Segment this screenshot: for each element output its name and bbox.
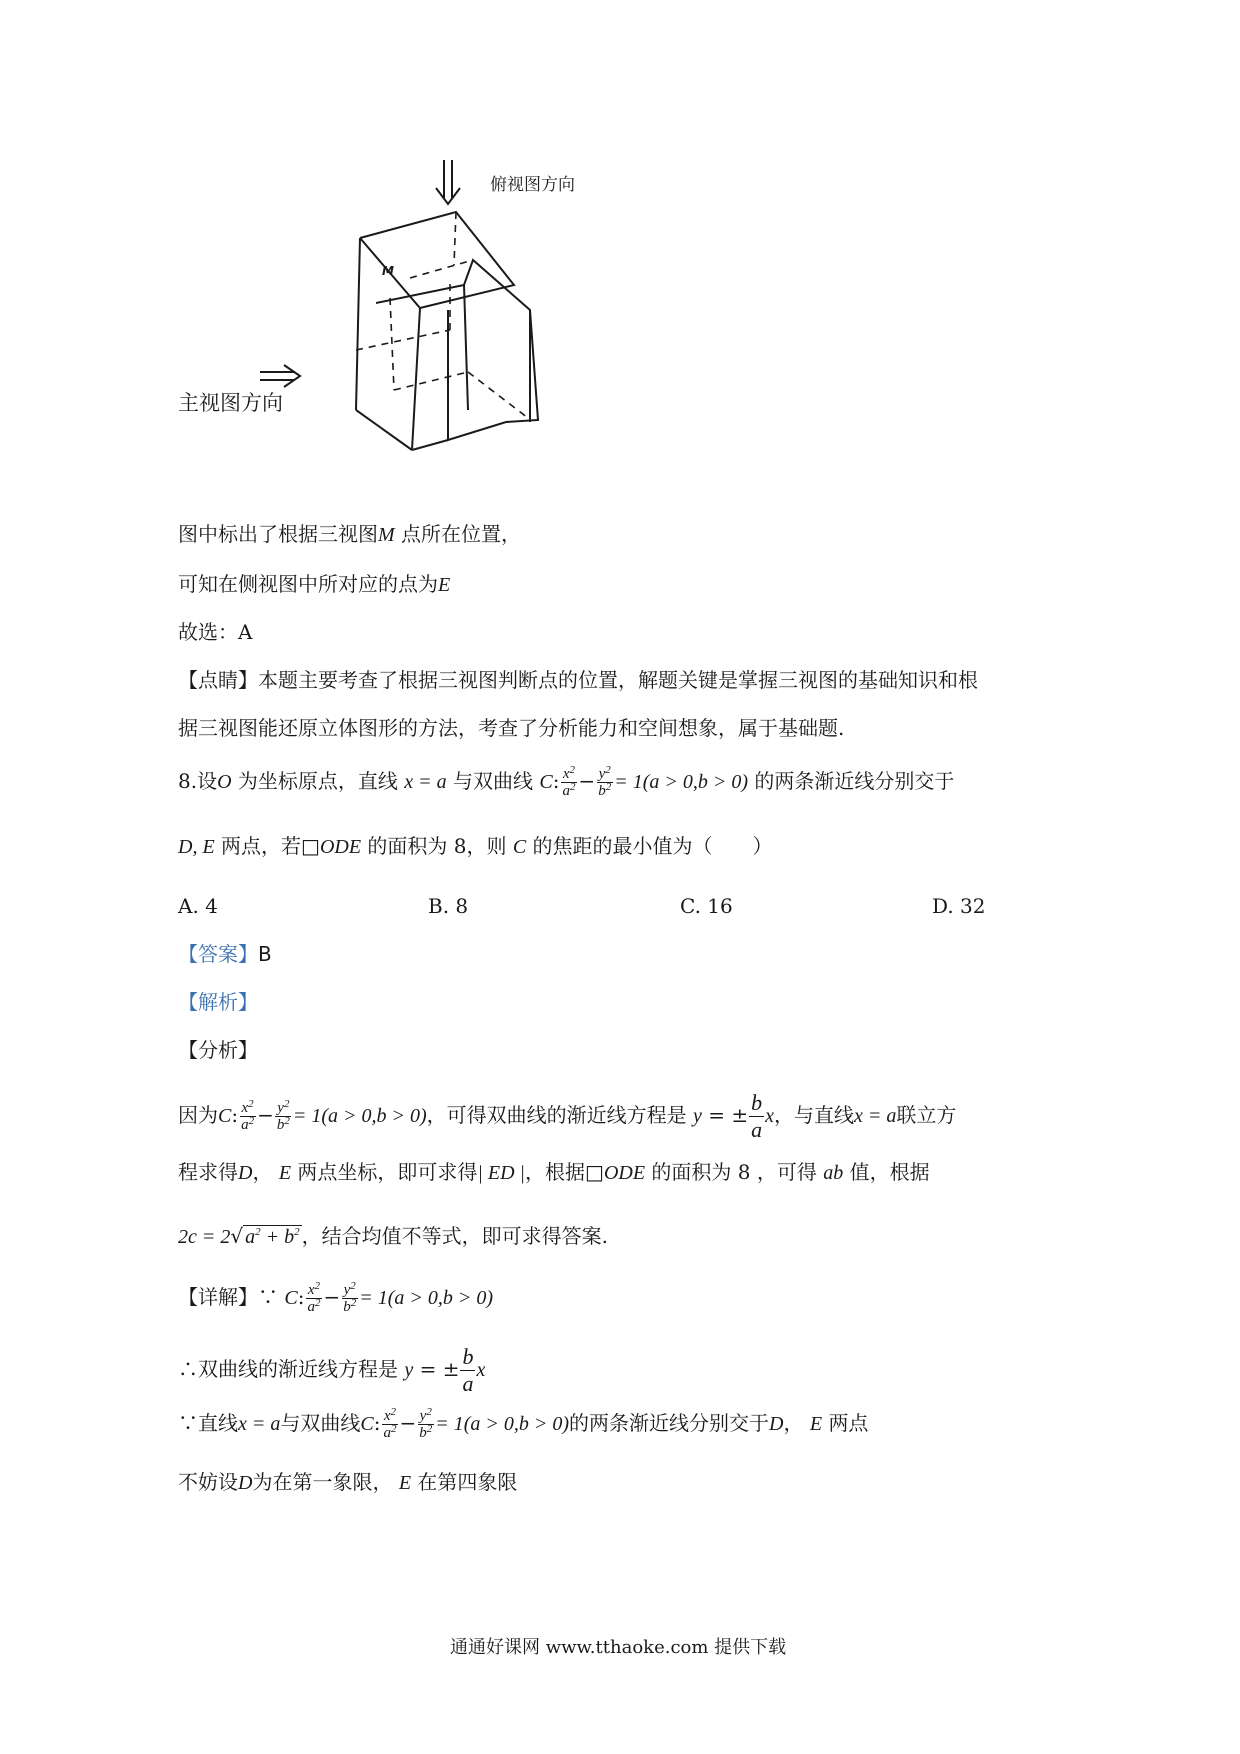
comment-line-1: 【点睛】本题主要考查了根据三视图判断点的位置，解题关键是掌握三视图的基础知识和根 <box>178 668 978 692</box>
solution-line-2: 可知在侧视图中所对应的点为E <box>178 572 451 596</box>
fenxi-tag: 【分析】 <box>178 1038 258 1062</box>
detail-line-4: 不妨设D为在第一象限， E 在第四象限 <box>178 1470 518 1494</box>
answer-line <box>178 940 272 968</box>
choice-line: 故选：A <box>178 620 253 644</box>
answer-value: B <box>258 942 272 966</box>
fenxi-line-1: 因为C: $\frac{x^2}{a^2}$ − $\frac{y^2}{b^2}$ = 1(a > 0,b > 0)，可得双曲线的渐近线方程是 y = ± $\frac{b}{a}$ x，与直线x = a联立方 <box>178 1090 957 1142</box>
front-view-label: 主视图方向 <box>178 391 283 415</box>
fenxi-line-2: 程求得D， E 两点坐标，即可求得| ED |，根据□ODE 的面积为 8 ，可得 ab 值，根据 <box>178 1160 930 1184</box>
three-view-figure <box>150 150 650 510</box>
analysis-tag: 【解析】 <box>178 990 258 1014</box>
top-view-label: 俯视图方向 <box>490 175 575 195</box>
footer-text: 通通好课网 www.tthaoke.com 提供下载 <box>450 1637 787 1658</box>
right-arrow-icon <box>260 365 300 387</box>
down-arrow-icon <box>436 160 460 204</box>
answer-tag: 【答案】 <box>178 942 258 966</box>
option-c: C. 16 <box>680 894 733 918</box>
question-8-line-2: D, E 两点，若□ODE 的面积为 8，则 C 的焦距的最小值为（ ） <box>178 834 773 858</box>
hidden-edges <box>356 212 528 418</box>
detail-line-2: ∴双曲线的渐近线方程是 y = ± $\frac{b}{a}$ x <box>178 1344 486 1396</box>
point-m-label: M <box>382 264 394 278</box>
option-a: A. 4 <box>178 894 218 918</box>
option-d: D. 32 <box>932 894 986 918</box>
option-b: B. 8 <box>428 894 469 918</box>
solution-line-1: 图中标出了根据三视图M 点所在位置， <box>178 522 522 546</box>
detail-line-1: 【详解】∵ C: $\frac{x^2}{a^2}$ − $\frac{y^2}{b^2}$ = 1(a > 0,b > 0) <box>178 1280 494 1315</box>
comment-line-2: 据三视图能还原立体图形的方法，考查了分析能力和空间想象，属于基础题. <box>178 716 845 740</box>
question-8-line-1: 8.设O 为坐标原点，直线 x = a 与双曲线 C: $\frac{x^2}{a^2}$ − $\frac{y^2}{b^2}$ = 1(a > 0,b > 0) 的两条渐近线分别交于 <box>178 764 955 799</box>
fenxi-line-3: 2c = 2√ $a^2 + b^2$ ，结合均值不等式，即可求得答案. <box>178 1224 608 1248</box>
detail-line-3: ∵直线x = a与双曲线C: $\frac{x^2}{a^2}$ − $\frac{y^2}{b^2}$ = 1(a > 0,b > 0)的两条渐近线分别交于D， E 两点 <box>178 1406 869 1441</box>
